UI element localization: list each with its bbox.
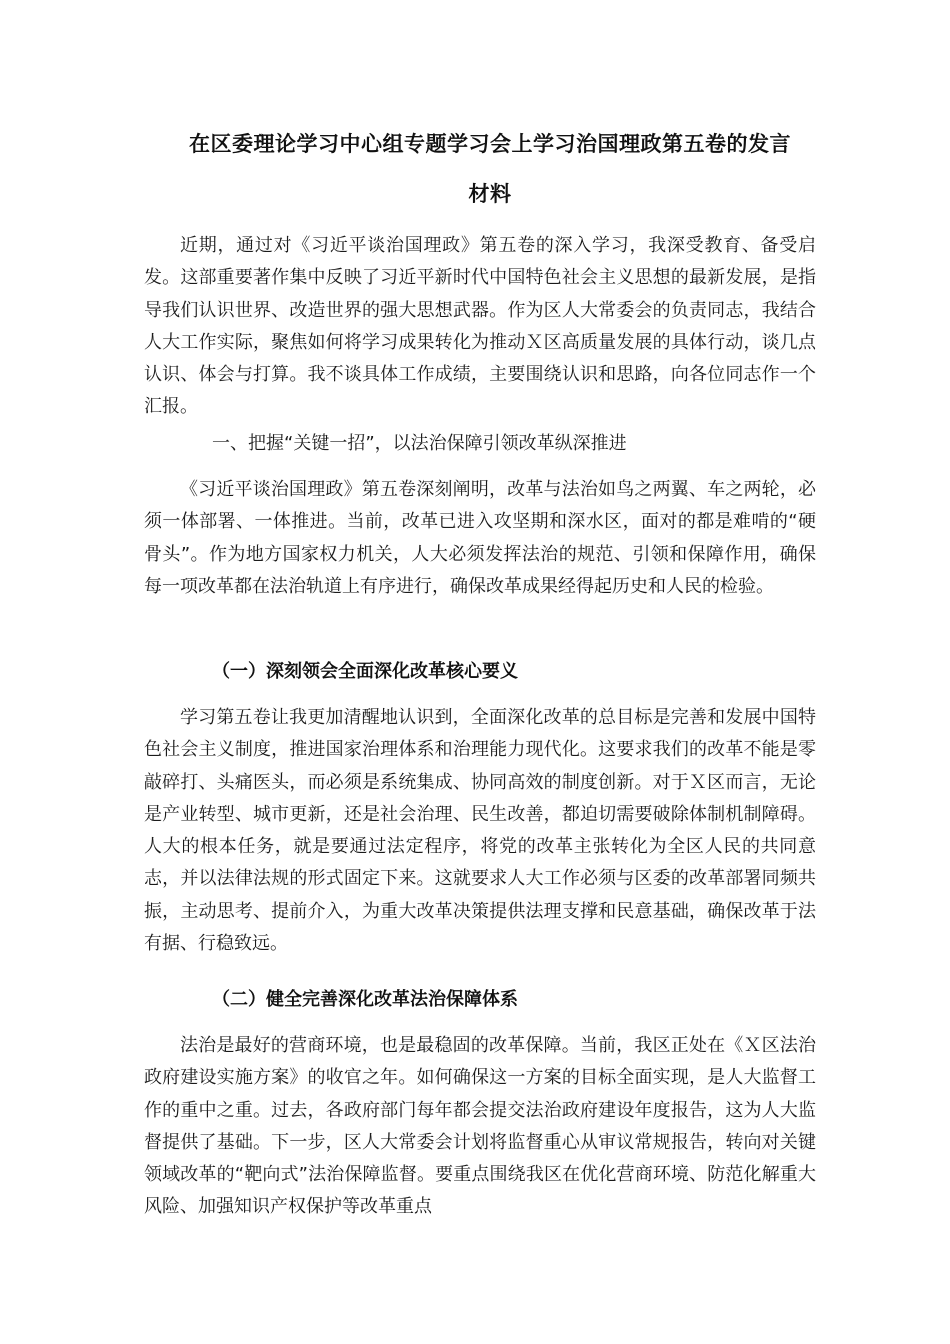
subsection-1-paragraph: 学习第五卷让我更加清醒地认识到，全面深化改革的总目标是完善和发展中国特色社会主义制度，推进国家治理体系和治理能力现代化。这要求我们的改革不能是零敲碎打、头痛医头，而必须是系统集成、协同高效的制度创新。对于Ｘ区而言，无论是产业转型、城市更新，还是社会治理、民生改善，都迫切需要破除体制机制障碍。人大的根本任务，就是要通过法定程序，将党的改革主张转化为全区人民的共同意志，并以法律法规的形式固定下来。这就要求人大工作必须与区委的改革部署同频共振，主动思考、提前介入，为重大改革决策提供法理支撑和民意基础，确保改革于法有据、行稳致远。 [144,707,816,955]
intro-paragraph: 近期，通过对《习近平谈治国理政》第五卷的深入学习，我深受教育、备受启发。这部重要著作集中反映了习近平新时代中国特色社会主义思想的最新发展，是指导我们认识世界、改造世界的强大思想武器。作为区人大常委会的负责同志，我结合人大工作实际，聚焦如何将学习成果转化为推动Ｘ区高质量发展的具体行动，谈几点认识、体会与打算。我不谈具体工作成绩，主要围绕认识和思路，向各位同志作一个汇报。 [144,235,816,418]
section-1-paragraph: 《习近平谈治国理政》第五卷深刻阐明，改革与法治如鸟之两翼、车之两轮，必须一体部署、一体推进。当前，改革已进入攻坚期和深水区，面对的都是难啃的“硬骨头”。作为地方国家权力机关，人大必须发挥法治的规范、引领和保障作用，确保每一项改革都在法治轨道上有序进行，确保改革成果经得起历史和人民的检验。 [144,479,816,597]
section-1-heading: 一、把握“关键一招”，以法治保障引领改革纵深推进 [212,433,627,454]
subsection-1-heading: （一）深刻领会全面深化改革核心要义 [212,661,518,682]
subsection-2-paragraph: 法治是最好的营商环境，也是最稳固的改革保障。当前，我区正处在《Ｘ区法治政府建设实施方案》的收官之年。如何确保这一方案的目标全面实现，是人大监督工作的重中之重。过去，各政府部门每年都会提交法治政府建设年度报告，这为人大监督提供了基础。下一步，区人大常委会计划将监督重心从审议常规报告，转向对关键领域改革的“靶向式”法治保障监督。要重点围绕我区在优化营商环境、防范化解重大风险、加强知识产权保护等改革重点 [144,1035,816,1218]
document-title-line-1: 在区委理论学习中心组专题学习会上学习治国理政第五卷的发言 [189,132,791,156]
document-title-line-2: 材料 [468,182,512,206]
subsection-2-heading: （二）健全完善深化改革法治保障体系 [212,989,518,1010]
